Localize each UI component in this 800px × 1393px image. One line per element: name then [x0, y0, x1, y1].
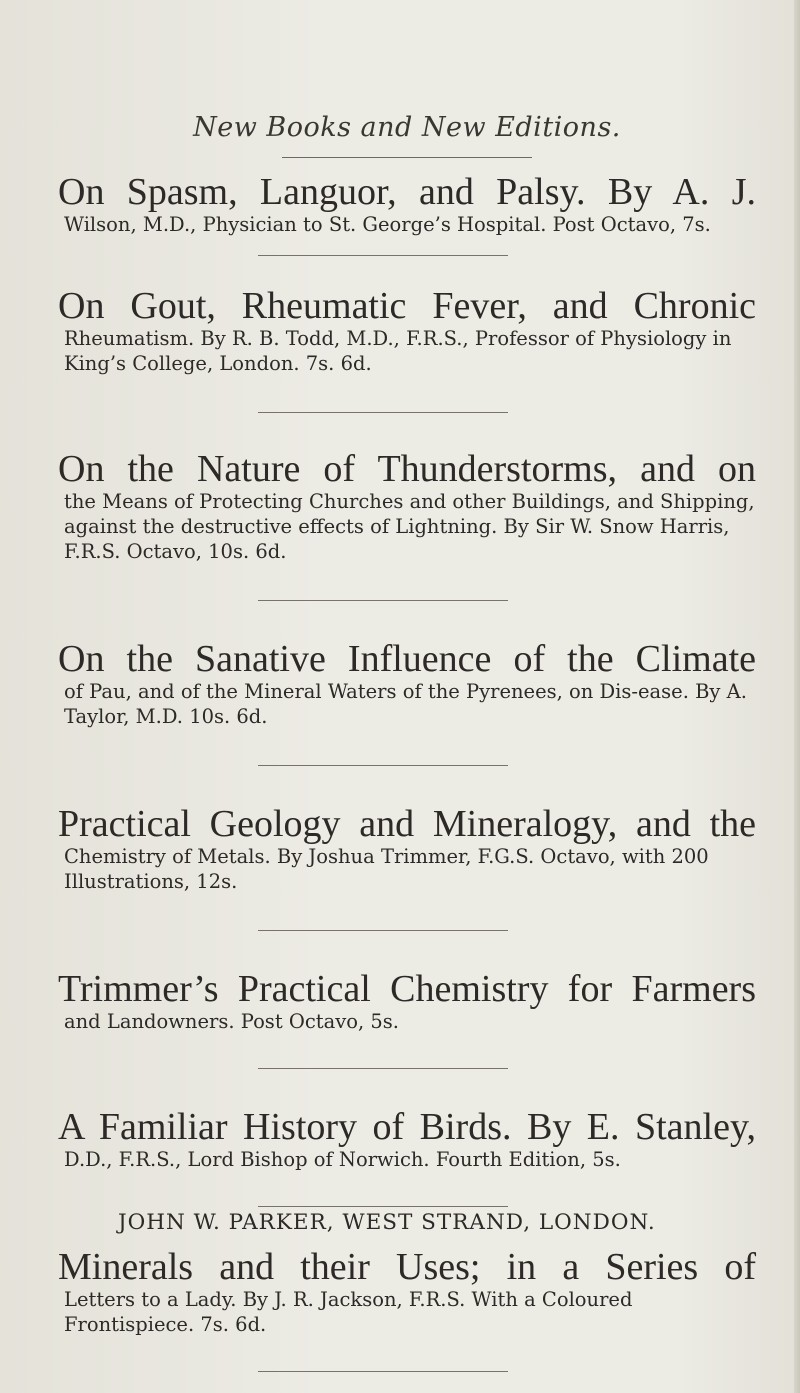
publisher-imprint: JOHN W. PARKER, WEST STRAND, LONDON.: [118, 1210, 656, 1235]
book-entry-thunderstorms: [58, 449, 756, 564]
entry-divider: [258, 600, 508, 601]
book-description: Rheumatism. By R. B. Todd, M.D., F.R.S., Professor of Physiology in King’s College, London. 7s. 6d.: [64, 327, 732, 375]
book-entry-birds: [58, 1107, 756, 1172]
book-description: Chemistry of Metals. By Joshua Trimmer, F.G.S. Octavo, with 200 Illustrations, 12s.: [64, 845, 709, 893]
book-title: Practical Geology and Mineralogy, and the: [58, 803, 756, 845]
book-description: and Landowners. Post Octavo, 5s.: [64, 1010, 399, 1033]
book-title: On the Sanative Influence of the Climate: [58, 638, 756, 680]
book-list: [58, 172, 756, 1372]
entry-divider: [258, 930, 508, 931]
book-title: Trimmer’s Practical Chemistry for Farmers: [58, 968, 756, 1010]
entry-divider: [258, 1068, 508, 1069]
book-entry-trimmer: [58, 969, 756, 1034]
page-title: New Books and New Editions.: [193, 112, 621, 143]
title-divider: [282, 157, 532, 158]
book-entry-climate: [58, 639, 756, 729]
book-entry-spasm: [58, 172, 756, 237]
entry-divider: [258, 255, 508, 256]
book-description: of Pau, and of the Mineral Waters of the Pyrenees, on Dis-ease. By A. Taylor, M.D. 10s. 6d.: [64, 680, 747, 728]
book-entry-gout: [58, 286, 756, 376]
book-title: Minerals and their Uses; in a Series of: [58, 1246, 756, 1288]
book-title: On the Nature of Thunderstorms, and on: [58, 448, 756, 490]
entry-divider: [258, 1371, 508, 1372]
entry-divider: [258, 765, 508, 766]
book-title: A Familiar History of Birds. By E. Stanley,: [58, 1106, 756, 1148]
book-title: On Gout, Rheumatic Fever, and Chronic: [58, 285, 756, 327]
book-description: Letters to a Lady. By J. R. Jackson, F.R.S. With a Coloured Frontispiece. 7s. 6d.: [64, 1288, 633, 1336]
book-entry-geology: [58, 804, 756, 894]
book-entry-minerals: [58, 1247, 756, 1337]
entry-divider: [258, 412, 508, 413]
book-description: D.D., F.R.S., Lord Bishop of Norwich. Fourth Edition, 5s.: [64, 1148, 621, 1171]
entry-divider: [258, 1206, 508, 1207]
book-description: the Means of Protecting Churches and other Buildings, and Shipping, against the destructive effects of Lightning. By Sir W. Snow Harris, F.R.S. Octavo, 10s. 6d.: [64, 490, 755, 563]
book-description: Wilson, M.D., Physician to St. George’s Hospital. Post Octavo, 7s.: [64, 213, 711, 236]
page-edge: [794, 0, 800, 1393]
book-title: On Spasm, Languor, and Palsy. By A. J.: [58, 171, 756, 213]
